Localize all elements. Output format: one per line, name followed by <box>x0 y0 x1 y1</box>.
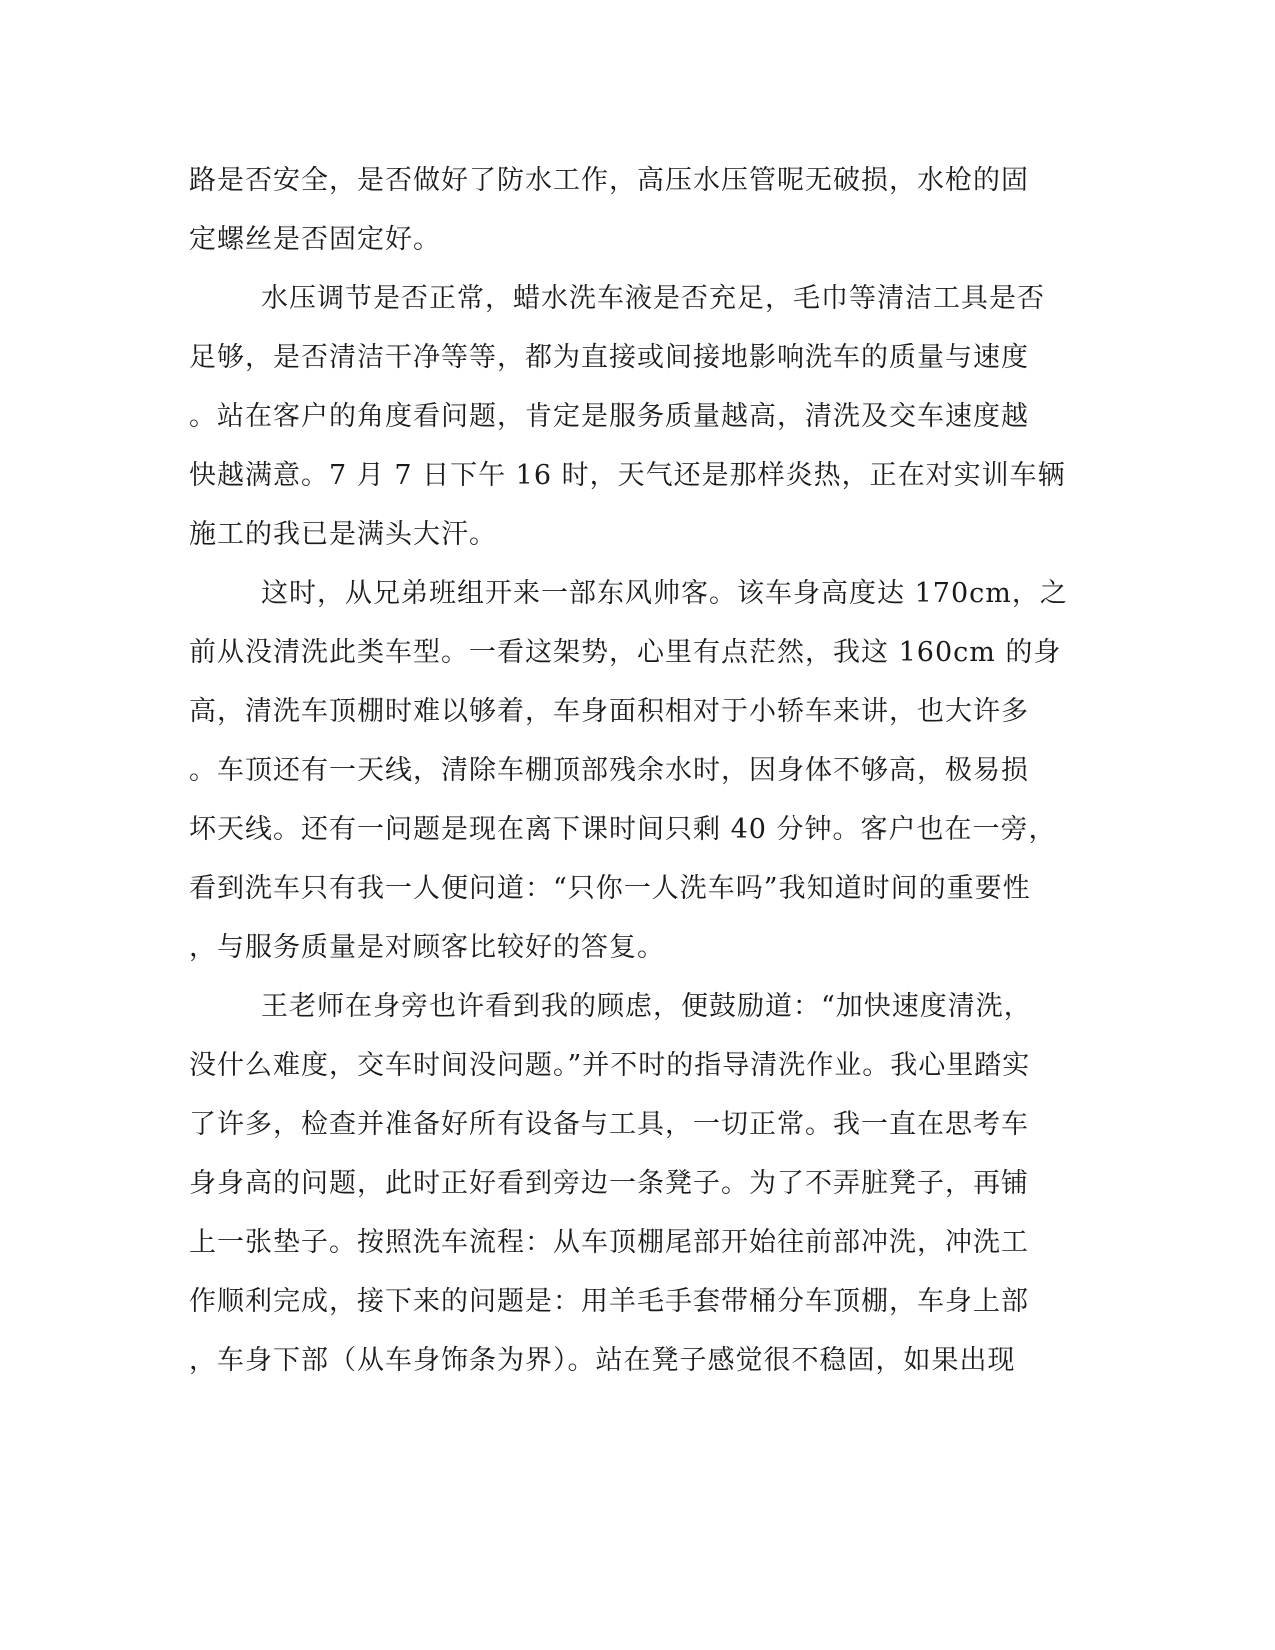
text-line: 了许多，检查并准备好所有设备与工具，一切正常。我一直在思考车 <box>189 1109 1029 1140</box>
text-line: 看到洗车只有我一人便问道：“只你一人洗车吗”我知道时间的重要性 <box>189 873 1031 904</box>
paragraph-first-line: 这时，从兄弟班组开来一部东风帅客。该车身高度达 170cm，之 <box>261 578 1068 609</box>
text-line: 定螺丝是否固定好。 <box>189 224 441 255</box>
text-line: 。车顶还有一天线，清除车棚顶部残余水时，因身体不够高，极易损 <box>189 755 1029 786</box>
text-line: 上一张垫子。按照洗车流程：从车顶棚尾部开始往前部冲洗，冲洗工 <box>189 1227 1029 1258</box>
text-line: ，车身下部（从车身饰条为界）。站在凳子感觉很不稳固，如果出现 <box>189 1345 1016 1376</box>
text-line: 作顺利完成，接下来的问题是：用羊毛手套带桶分车顶棚，车身上部 <box>189 1286 1029 1317</box>
text-line: 前从没清洗此类车型。一看这架势，心里有点茫然，我这 160cm 的身 <box>189 637 1062 668</box>
text-line: 高，清洗车顶棚时难以够着，车身面积相对于小轿车来讲，也大许多 <box>189 696 1029 727</box>
text-line: 足够，是否清洁干净等等，都为直接或间接地影响洗车的质量与速度 <box>189 342 1029 373</box>
text-line: 坏天线。还有一问题是现在离下课时间只剩 40 分钟。客户也在一旁， <box>189 814 1057 845</box>
text-line: 快越满意。7 月 7 日下午 16 时，天气还是那样炎热，正在对实训车辆 <box>189 460 1066 491</box>
text-line: 没什么难度，交车时间没问题。”并不时的指导清洗作业。我心里踏实 <box>189 1050 1031 1081</box>
text-line: 施工的我已是满头大汗。 <box>189 519 497 550</box>
paragraph-first-line: 王老师在身旁也许看到我的顾虑，便鼓励道：“加快速度清洗， <box>261 991 1032 1022</box>
text-line: ，与服务质量是对顾客比较好的答复。 <box>189 932 665 963</box>
text-line: 路是否安全，是否做好了防水工作，高压水压管呢无破损，水枪的固 <box>189 165 1029 196</box>
text-line: 。站在客户的角度看问题，肯定是服务质量越高，清洗及交车速度越 <box>189 401 1029 432</box>
text-line: 身身高的问题，此时正好看到旁边一条凳子。为了不弄脏凳子，再铺 <box>189 1168 1029 1199</box>
paragraph-first-line: 水压调节是否正常，蜡水洗车液是否充足，毛巾等清洁工具是否 <box>261 283 1045 314</box>
